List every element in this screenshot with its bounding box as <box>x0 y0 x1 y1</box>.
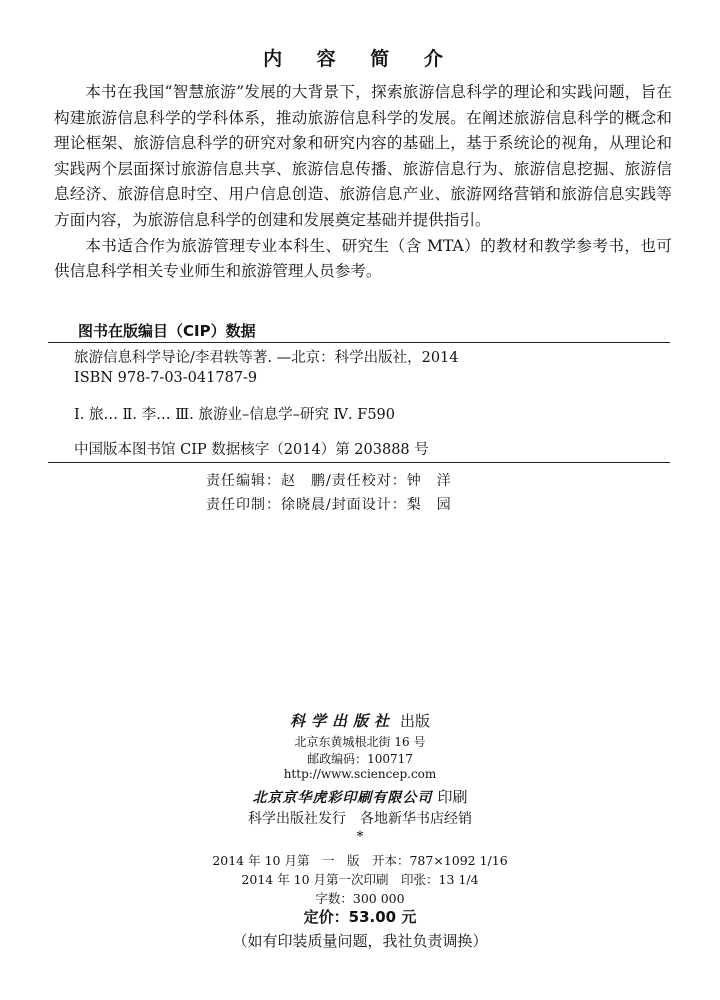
printer-line <box>0 786 720 807</box>
distribution-line: 科学出版社发行 各地新华书店经销 <box>248 811 472 827</box>
summary-paragraph: 本书在我国“智慧旅游”发展的大背景下，探索旅游信息科学的理论和实践问题，旨在构建旅游信息科学的学科体系，推动旅游信息科学的发展。在阐述旅游信息科学的概念和理论框架、旅游信息科学的研究对象和研究内容的基础上，基于系统论的视角，从理论和实践两个层面探讨旅游信息共享、旅游信息传播、旅游信息行为、旅游信息挖掘、旅游信息经济、旅游信息时空、用户信息创造、旅游信息产业、旅游网络营销和旅游信息实践等方面内容，为旅游信息科学的创建和发展奠定基础并提供指引。 <box>54 83 672 229</box>
cip-title-line: 旅游信息科学导论/李君轶等著. —北京：科学出版社，2014 <box>74 350 459 366</box>
cip-isbn-line: ISBN 978-7-03-041787-9 <box>74 370 258 386</box>
summary-paragraph: 本书适合作为旅游管理专业本科生、研究生（含 MTA）的教材和教学参考书，也可供信息科学相关专业师生和旅游管理人员参考。 <box>54 236 672 281</box>
printing-line: 2014 年 10 月第一次印刷 印张：13 1/4 <box>241 872 479 887</box>
printer-role: 印刷 <box>437 788 468 806</box>
editor-credits: 责任编辑：赵 鹏/责任校对：钟 洋 <box>206 473 452 489</box>
cip-top-rule <box>48 342 670 343</box>
publisher-postcode: 邮政编码：100717 <box>307 752 413 766</box>
publisher-role: 出版 <box>400 712 431 730</box>
edition-line: 2014 年 10 月第 一 版 开本：787×1092 1/16 <box>212 853 508 868</box>
cip-bottom-rule <box>48 462 670 463</box>
quality-notice: （如有印装质量问题，我社负责调换） <box>232 932 488 950</box>
cip-subject-line: Ⅰ. 旅… Ⅱ. 李… Ⅲ. 旅游业–信息学–研究 Ⅳ. F590 <box>74 407 395 423</box>
summary-text <box>54 80 672 285</box>
price: 定价：53.00 元 <box>303 908 417 926</box>
publisher-url: http://www.sciencep.com <box>283 767 437 781</box>
publisher-name: 科学出版社 <box>289 712 395 730</box>
cip-record-number: 中国版本图书馆 CIP 数据核字（2014）第 203888 号 <box>74 442 429 458</box>
publisher-line <box>0 710 720 731</box>
production-credits: 责任印制：徐晓晨/封面设计：梨 园 <box>206 497 452 513</box>
publisher-address: 北京东黄城根北街 16 号 <box>294 735 426 749</box>
cip-heading: 图书在版编目（CIP）数据 <box>78 322 256 340</box>
printer-name: 北京京华虎彩印刷有限公司 <box>252 790 433 806</box>
summary-heading: 内 容 简 介 <box>263 48 457 70</box>
separator-star: * <box>356 829 364 845</box>
word-count: 字数：300 000 <box>315 891 405 906</box>
